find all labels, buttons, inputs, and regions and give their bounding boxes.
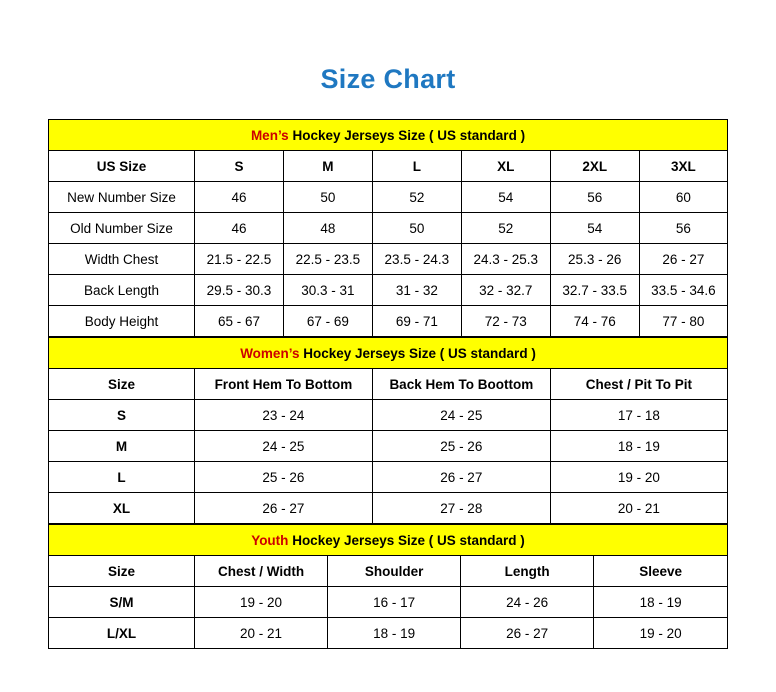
womens-col-head-0: Size xyxy=(49,369,195,400)
womens-row-0-label: S xyxy=(49,400,195,431)
womens-row-3-label: XL xyxy=(49,493,195,524)
youth-row-1-cell-1: 18 - 19 xyxy=(328,618,461,649)
mens-row-0-label: New Number Size xyxy=(49,182,195,213)
table-row xyxy=(49,400,728,431)
womens-header-accent: Women’s xyxy=(240,345,300,361)
mens-row-3-cell-5: 33.5 - 34.6 xyxy=(639,275,727,306)
mens-row-1-cell-5: 56 xyxy=(639,213,727,244)
mens-row-4-cell-4: 74 - 76 xyxy=(550,306,639,337)
youth-row-0-cell-1: 16 - 17 xyxy=(328,587,461,618)
womens-row-0-cell-1: 24 - 25 xyxy=(372,400,550,431)
womens-row-0-cell-0: 23 - 24 xyxy=(194,400,372,431)
mens-row-0-cell-3: 54 xyxy=(461,182,550,213)
womens-row-2-cell-0: 25 - 26 xyxy=(194,462,372,493)
youth-row-0-cell-2: 24 - 26 xyxy=(461,587,594,618)
mens-size-table xyxy=(48,119,728,337)
womens-row-1-label: M xyxy=(49,431,195,462)
womens-row-3-cell-0: 26 - 27 xyxy=(194,493,372,524)
mens-row-2-label: Width Chest xyxy=(49,244,195,275)
womens-row-2-cell-1: 26 - 27 xyxy=(372,462,550,493)
mens-header-accent: Men’s xyxy=(250,127,289,143)
womens-row-0-cell-2: 17 - 18 xyxy=(550,400,727,431)
mens-row-4-cell-5: 77 - 80 xyxy=(639,306,727,337)
womens-section-header xyxy=(49,338,728,369)
womens-col-head-3: Chest / Pit To Pit xyxy=(550,369,727,400)
mens-row-1-cell-4: 54 xyxy=(550,213,639,244)
youth-col-head-2: Shoulder xyxy=(328,556,461,587)
youth-row-0-label: S/M xyxy=(49,587,195,618)
womens-row-3-cell-1: 27 - 28 xyxy=(372,493,550,524)
mens-row-4-cell-1: 67 - 69 xyxy=(283,306,372,337)
womens-header-rest: Hockey Jerseys Size ( US standard ) xyxy=(299,345,536,361)
mens-row-3-label: Back Length xyxy=(49,275,195,306)
mens-col-head-0: US Size xyxy=(49,151,195,182)
mens-row-0-cell-0: 46 xyxy=(194,182,283,213)
youth-row-1-cell-2: 26 - 27 xyxy=(461,618,594,649)
mens-col-head-5: 2XL xyxy=(550,151,639,182)
mens-col-head-6: 3XL xyxy=(639,151,727,182)
mens-row-4-label: Body Height xyxy=(49,306,195,337)
womens-col-head-2: Back Hem To Boottom xyxy=(372,369,550,400)
mens-row-1-cell-3: 52 xyxy=(461,213,550,244)
mens-row-0-cell-2: 52 xyxy=(372,182,461,213)
youth-header-accent: Youth xyxy=(251,532,289,548)
youth-row-1-cell-3: 19 - 20 xyxy=(594,618,728,649)
womens-size-table xyxy=(48,337,728,524)
youth-col-head-3: Length xyxy=(461,556,594,587)
table-row xyxy=(49,182,728,213)
mens-row-2-cell-2: 23.5 - 24.3 xyxy=(372,244,461,275)
mens-row-3-cell-4: 32.7 - 33.5 xyxy=(550,275,639,306)
mens-row-3-cell-1: 30.3 - 31 xyxy=(283,275,372,306)
mens-row-0-cell-5: 60 xyxy=(639,182,727,213)
womens-row-1-cell-2: 18 - 19 xyxy=(550,431,727,462)
table-row xyxy=(49,587,728,618)
youth-section-header xyxy=(49,525,728,556)
mens-header-rest: Hockey Jerseys Size ( US standard ) xyxy=(288,127,526,143)
youth-row-1-label: L/XL xyxy=(49,618,195,649)
table-row xyxy=(49,213,728,244)
mens-section-header-row xyxy=(49,120,728,151)
mens-row-2-cell-3: 24.3 - 25.3 xyxy=(461,244,550,275)
mens-col-head-1: S xyxy=(194,151,283,182)
table-row xyxy=(49,462,728,493)
mens-row-2-cell-0: 21.5 - 22.5 xyxy=(194,244,283,275)
youth-col-head-1: Chest / Width xyxy=(194,556,327,587)
womens-row-2-cell-2: 19 - 20 xyxy=(550,462,727,493)
mens-row-0-cell-1: 50 xyxy=(283,182,372,213)
youth-column-header-row xyxy=(49,556,728,587)
youth-row-0-cell-0: 19 - 20 xyxy=(194,587,327,618)
youth-section-header-row xyxy=(49,525,728,556)
mens-section-header xyxy=(49,120,728,151)
table-row xyxy=(49,493,728,524)
youth-row-0-cell-3: 18 - 19 xyxy=(594,587,728,618)
mens-row-3-cell-2: 31 - 32 xyxy=(372,275,461,306)
womens-column-header-row xyxy=(49,369,728,400)
youth-col-head-0: Size xyxy=(49,556,195,587)
womens-row-1-cell-1: 25 - 26 xyxy=(372,431,550,462)
youth-header-rest: Hockey Jerseys Size ( US standard ) xyxy=(288,532,525,548)
mens-row-2-cell-5: 26 - 27 xyxy=(639,244,727,275)
womens-section-header-row xyxy=(49,338,728,369)
mens-row-1-cell-2: 50 xyxy=(372,213,461,244)
womens-row-1-cell-0: 24 - 25 xyxy=(194,431,372,462)
table-row xyxy=(49,618,728,649)
mens-row-3-cell-3: 32 - 32.7 xyxy=(461,275,550,306)
mens-col-head-3: L xyxy=(372,151,461,182)
mens-row-2-cell-4: 25.3 - 26 xyxy=(550,244,639,275)
table-row xyxy=(49,244,728,275)
mens-row-0-cell-4: 56 xyxy=(550,182,639,213)
womens-row-2-label: L xyxy=(49,462,195,493)
mens-row-1-cell-0: 46 xyxy=(194,213,283,244)
womens-col-head-1: Front Hem To Bottom xyxy=(194,369,372,400)
table-row xyxy=(49,431,728,462)
mens-row-2-cell-1: 22.5 - 23.5 xyxy=(283,244,372,275)
table-row xyxy=(49,306,728,337)
mens-column-header-row xyxy=(49,151,728,182)
mens-row-3-cell-0: 29.5 - 30.3 xyxy=(194,275,283,306)
youth-size-table xyxy=(48,524,728,649)
size-chart-container xyxy=(48,119,728,649)
mens-row-4-cell-0: 65 - 67 xyxy=(194,306,283,337)
youth-col-head-4: Sleeve xyxy=(594,556,728,587)
mens-row-4-cell-2: 69 - 71 xyxy=(372,306,461,337)
youth-row-1-cell-0: 20 - 21 xyxy=(194,618,327,649)
page-title: Size Chart xyxy=(320,64,456,94)
womens-row-3-cell-2: 20 - 21 xyxy=(550,493,727,524)
mens-col-head-4: XL xyxy=(461,151,550,182)
mens-col-head-2: M xyxy=(283,151,372,182)
mens-row-1-cell-1: 48 xyxy=(283,213,372,244)
mens-row-4-cell-3: 72 - 73 xyxy=(461,306,550,337)
table-row xyxy=(49,275,728,306)
mens-row-1-label: Old Number Size xyxy=(49,213,195,244)
